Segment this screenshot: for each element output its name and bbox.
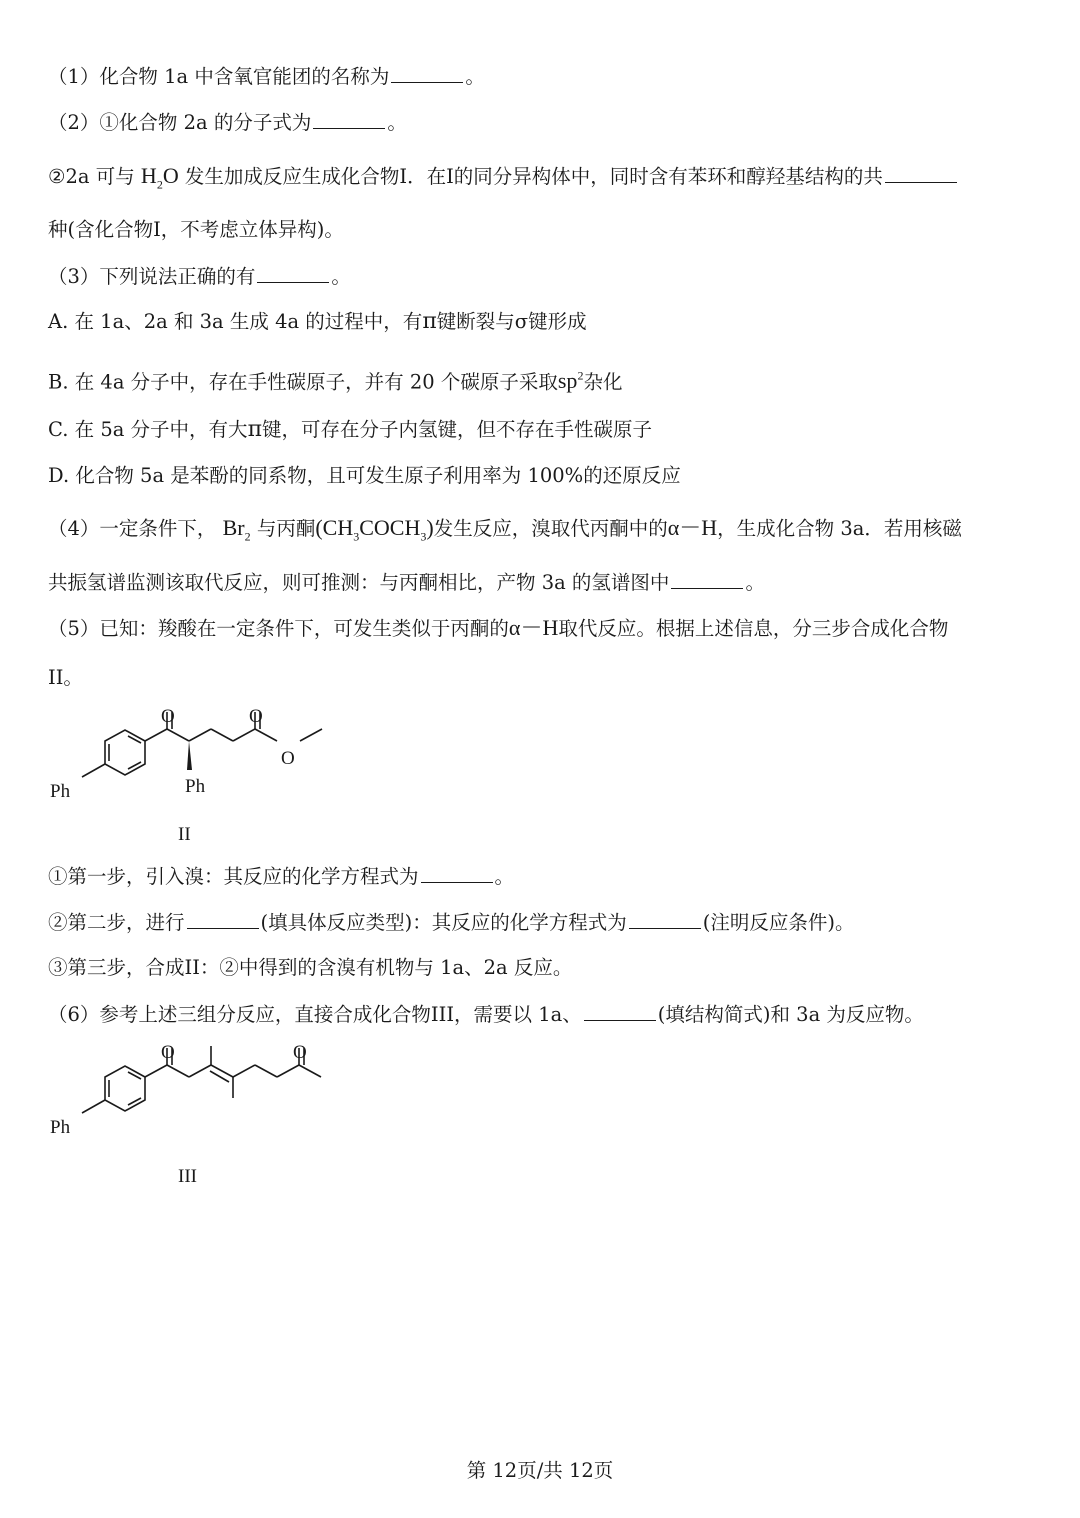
question-2: （2）①化合物 2a 的分子式为 。 — [48, 108, 407, 137]
question-6: （6）参考上述三组分反应，直接合成化合物III，需要以 1a、 (填结构简式)和 3a 为反应物。 — [48, 1000, 924, 1029]
ii-ether-o: O — [281, 748, 295, 769]
q5-step2-equation-blank[interactable] — [629, 908, 701, 929]
br2-formula: $Br_2$ — [222, 515, 251, 544]
acetone-formula: $(CH_3COCH_3)$ — [315, 515, 434, 544]
q5-step1-blank[interactable] — [421, 862, 493, 883]
ii-label: II — [178, 824, 191, 845]
iii-label: III — [178, 1166, 197, 1187]
question-2-sub2-cont: 种(含化合物I，不考虑立体异构)。 — [48, 218, 344, 241]
q3-answer-blank[interactable] — [257, 262, 329, 283]
structure-iii-drawing — [40, 1036, 340, 1196]
q2-isomer-count-blank[interactable] — [885, 162, 957, 183]
structure-ii — [40, 700, 340, 854]
sp2-hybrid: $sp^2$ — [557, 368, 584, 394]
ii-ph-left: Ph — [50, 781, 71, 802]
iii-carbonyl-o2: O — [293, 1042, 307, 1063]
q1-answer-blank[interactable] — [391, 62, 463, 83]
q2-answer-blank[interactable] — [313, 108, 385, 129]
q4-answer-blank[interactable] — [671, 568, 743, 589]
question-4: （4）一定条件下， $Br_2$ 与丙酮$(CH_3COCH_3)$发生反应，溴取代丙酮中的α－H，生成化合物 3a．若用核磁 — [48, 515, 962, 544]
q5-step3: ③第三步，合成II：②中得到的含溴有机物与 1a、2a 反应。 — [48, 956, 573, 979]
structure-ii-drawing — [40, 700, 340, 850]
ii-carbonyl-o: O — [161, 706, 175, 727]
option-c: C. 在 5a 分子中，有大π键，可存在分子内氢键，但不存在手性碳原子 — [48, 417, 653, 442]
q5-step2: ②第二步，进行 (填具体反应类型)：其反应的化学方程式为 (注明反应条件)。 — [48, 908, 854, 937]
q1-text: （1）化合物 1a 中含氧官能团的名称为 — [48, 65, 390, 88]
question-5: （5）已知：羧酸在一定条件下，可发生类似于丙酮的α－H取代反应。根据上述信息，分三步合成化合物 — [48, 615, 949, 640]
iii-ph: Ph — [50, 1117, 71, 1138]
option-d: D. 化合物 5a 是苯酚的同系物，且可发生原子利用率为 100%的还原反应 — [48, 464, 681, 487]
h2o-formula: $H_2O$ — [140, 163, 179, 192]
question-3: （3）下列说法正确的有 。 — [48, 262, 351, 291]
page-footer: 第 12页/共 12页 — [466, 1459, 614, 1482]
question-2-sub2: ②2a 可与 $H_2O$ 发生加成反应生成化合物I．在I的同分异构体中，同时含有苯环和醇羟基结构的共 — [48, 162, 959, 198]
ii-ph-chiral: Ph — [185, 776, 206, 797]
option-b: B. 在 4a 分子中，存在手性碳原子，并有 20 个碳原子采取$sp^2$杂化 — [48, 368, 623, 394]
q5-step2-type-blank[interactable] — [187, 908, 259, 929]
q5-step1: ①第一步，引入溴：其反应的化学方程式为 。 — [48, 862, 514, 891]
q6-answer-blank[interactable] — [584, 1000, 656, 1021]
question-1: （1）化合物 1a 中含氧官能团的名称为 。 — [48, 62, 485, 91]
q2-text: （2）①化合物 2a 的分子式为 — [48, 111, 312, 134]
structure-iii — [40, 1036, 340, 1200]
ii-ester-o: O — [249, 706, 263, 727]
question-5-cont: II。 — [48, 666, 83, 689]
iii-carbonyl-o1: O — [161, 1042, 175, 1063]
question-4-cont: 共振氢谱监测该取代反应，则可推测：与丙酮相比，产物 3a 的氢谱图中 。 — [48, 568, 765, 597]
option-a: A. 在 1a、2a 和 3a 生成 4a 的过程中，有π键断裂与σ键形成 — [48, 309, 587, 334]
